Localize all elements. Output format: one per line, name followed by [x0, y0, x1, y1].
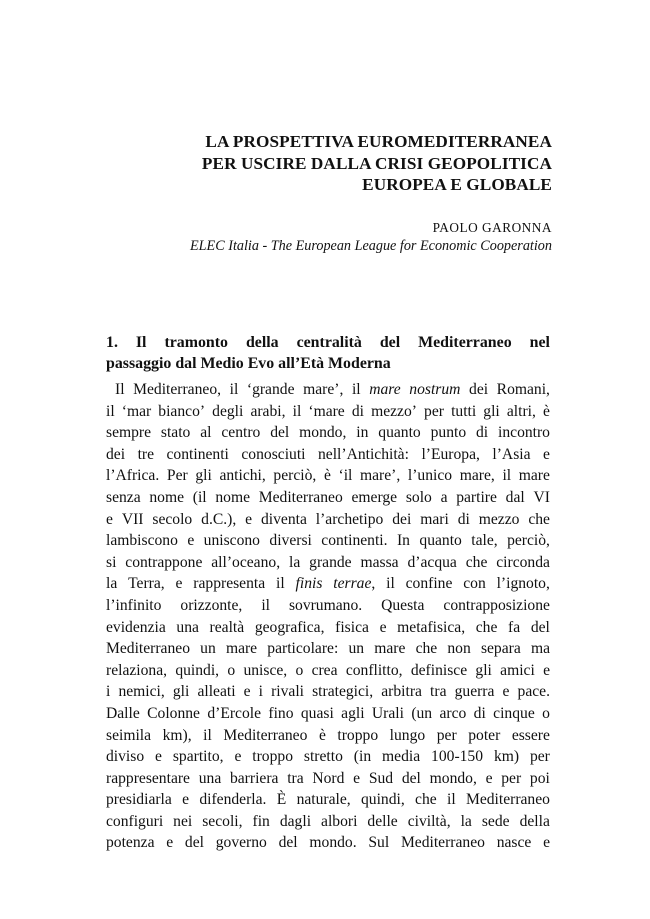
word: relaziona,	[106, 661, 168, 679]
word: conflitto,	[345, 661, 403, 679]
word: mare	[374, 640, 406, 658]
word: geografica,	[254, 618, 325, 636]
word: il	[351, 381, 361, 398]
title-line-2: PER USCIRE DALLA CRISI GEOPOLITICA	[201, 153, 552, 173]
paragraph-line	[106, 768, 550, 790]
word: governo	[215, 834, 267, 852]
word: circonda	[496, 553, 550, 571]
word: poi	[529, 769, 550, 787]
word: il	[386, 575, 395, 593]
word: perciò,	[273, 467, 317, 485]
word: nome	[215, 488, 251, 506]
word: particolare:	[267, 640, 339, 658]
word: troppo	[252, 748, 293, 766]
word: essere	[511, 726, 550, 744]
word: del	[270, 424, 290, 442]
heading-word: tramonto	[164, 334, 228, 351]
paragraph-line	[106, 595, 550, 617]
word: rappresentare	[106, 769, 190, 787]
paragraph-line	[106, 444, 550, 466]
word: si	[106, 553, 117, 571]
word: e	[245, 510, 253, 528]
word: del	[278, 834, 298, 852]
word: della	[519, 812, 550, 830]
word: il	[106, 402, 115, 420]
word: VII	[121, 510, 144, 528]
word: l’ignoto,	[496, 575, 550, 593]
word: ‘il	[338, 467, 353, 485]
word: e	[166, 834, 174, 852]
word: del	[184, 834, 204, 852]
paragraph-line	[106, 811, 550, 833]
paragraph-line	[106, 638, 550, 660]
word: in	[356, 424, 369, 442]
word: barriera	[229, 769, 279, 787]
word: grande	[309, 553, 352, 571]
word: tra	[430, 683, 447, 701]
word: strategici,	[312, 683, 374, 701]
word: emerge	[351, 488, 398, 506]
word: tre	[137, 445, 155, 463]
word: e	[543, 445, 550, 463]
word: quanto	[378, 424, 421, 442]
heading-word: Il	[135, 334, 147, 351]
word: sede	[481, 812, 510, 830]
word: dei	[106, 445, 126, 463]
word: Urali	[371, 704, 404, 722]
word: è	[323, 467, 331, 485]
word: secolo	[152, 510, 193, 528]
word: poter	[468, 726, 501, 744]
word: il	[203, 726, 212, 744]
word: secoli,	[202, 812, 243, 830]
word: gli	[195, 467, 212, 485]
word: ‘mare	[308, 402, 345, 420]
word: un	[200, 640, 216, 658]
title-line-3: EUROPEA E GLOBALE	[362, 175, 552, 194]
word: per	[436, 726, 457, 744]
word: pace.	[517, 683, 550, 701]
author-affiliation: ELEC Italia - The European League for Economic Cooperation	[189, 238, 552, 254]
word: finis	[295, 575, 323, 593]
section-heading-line-1	[106, 332, 550, 353]
word: e	[175, 575, 183, 593]
word: Mediterraneo	[465, 791, 550, 809]
word: amici	[500, 661, 535, 679]
word: diviso	[106, 748, 145, 766]
word: quasi	[300, 704, 334, 722]
word: arco	[439, 704, 467, 722]
word: dei	[469, 381, 489, 398]
word: mare	[518, 467, 550, 485]
word: unisce,	[243, 661, 288, 679]
paragraph-line	[106, 746, 550, 768]
word: nei	[173, 812, 193, 830]
word: quindi,	[175, 661, 220, 679]
word: mondo,	[299, 424, 347, 442]
word: tra	[287, 769, 304, 787]
word: Terra,	[128, 575, 165, 593]
paragraph-line	[106, 725, 550, 747]
word: mare’,	[303, 381, 344, 398]
word: contrappone	[125, 553, 203, 571]
section-heading-line-2: passaggio dal Medio Evo all’Età Moderna	[106, 355, 391, 372]
word: mare’,	[360, 467, 401, 485]
word: e	[155, 748, 162, 766]
word: la	[106, 575, 118, 593]
word: e	[182, 791, 190, 809]
word: sovrumano.	[288, 596, 363, 614]
word: mari	[420, 510, 449, 528]
word: stretto	[303, 748, 343, 766]
word: o	[227, 661, 236, 679]
word: Sul	[368, 834, 390, 852]
word: che	[475, 618, 498, 636]
word: Per	[166, 467, 188, 485]
word: media	[382, 748, 421, 766]
word: nasce	[496, 834, 532, 852]
word: l’infinito	[106, 596, 162, 614]
word: configuri	[106, 812, 164, 830]
paragraph-line	[106, 422, 550, 444]
word: VI	[533, 488, 550, 506]
word: il	[292, 402, 302, 420]
word: centro	[221, 424, 261, 442]
word: ma	[530, 640, 550, 658]
word: civiltà,	[407, 812, 451, 830]
word: e	[243, 683, 251, 701]
word: spartito,	[172, 748, 224, 766]
word: mare	[369, 381, 401, 398]
word: i	[258, 683, 263, 701]
word: arabi,	[250, 402, 286, 420]
author-name: PAOLO GARONNA	[432, 220, 552, 235]
word: Mediterraneo,	[133, 381, 222, 398]
word: di	[351, 402, 364, 420]
word: altri,	[506, 402, 536, 420]
word: che	[465, 553, 488, 571]
word: diversi	[269, 532, 312, 550]
word: mondo,	[429, 769, 477, 787]
word: incontro	[498, 424, 550, 442]
word: e	[543, 661, 550, 679]
word: e	[485, 769, 493, 787]
word: km),	[162, 726, 192, 744]
word: una	[198, 769, 222, 787]
word: guerra	[454, 683, 495, 701]
word: gli	[172, 683, 190, 701]
word: degli	[212, 402, 244, 420]
word: per	[501, 769, 522, 787]
word: In	[396, 532, 410, 550]
heading-word: nel	[529, 334, 550, 351]
word: tale,	[471, 532, 498, 550]
word: km)	[493, 748, 520, 766]
word: crea	[311, 661, 338, 679]
word: quanto	[419, 532, 462, 550]
word: continenti	[166, 445, 229, 463]
word: rappresenta	[193, 575, 266, 593]
heading-word: centralità	[296, 334, 362, 351]
word: del	[401, 769, 421, 787]
word: Dalle	[106, 704, 140, 722]
word: l’unico	[407, 467, 453, 485]
word: rivali	[271, 683, 304, 701]
word: un	[348, 640, 365, 658]
word: l’archetipo	[315, 510, 384, 528]
word: e	[502, 683, 510, 701]
word: terrae,	[333, 575, 376, 593]
word: arbitra	[381, 683, 422, 701]
paragraph-line	[106, 465, 550, 487]
word: uniscono	[203, 532, 260, 550]
word: la	[460, 812, 472, 830]
word: Sud	[368, 769, 394, 787]
word: e	[353, 769, 361, 787]
word: all’oceano,	[211, 553, 281, 571]
word: che	[415, 640, 438, 658]
word: Nord	[312, 769, 345, 787]
paragraph-line	[106, 681, 550, 703]
word: tutti	[451, 402, 477, 420]
word: l’Africa.	[106, 467, 160, 485]
word: stato	[160, 424, 191, 442]
word: o	[542, 704, 550, 722]
word: Colonne	[147, 704, 200, 722]
word: e	[106, 510, 113, 528]
word: di	[476, 424, 489, 442]
word: lambiscono	[106, 532, 178, 550]
paragraph-line	[106, 617, 550, 639]
body-paragraph	[106, 379, 550, 854]
heading-word: del	[379, 334, 401, 351]
word: il	[261, 596, 270, 614]
word: presidiarla	[106, 791, 172, 809]
word: albori	[321, 812, 358, 830]
word: dei	[392, 510, 412, 528]
paragraph-line	[106, 573, 550, 595]
paragraph-line	[106, 509, 550, 531]
paragraph-line	[106, 832, 550, 854]
word: orizzonte,	[180, 596, 243, 614]
word: di	[473, 704, 486, 722]
word: l’Europa,	[421, 445, 480, 463]
paragraph-line	[106, 789, 550, 811]
word: gli	[483, 402, 500, 420]
word: 100-150	[431, 748, 484, 766]
word: definisce	[410, 661, 468, 679]
word: confine	[405, 575, 453, 593]
word: metafisica,	[397, 618, 466, 636]
word: solo	[405, 488, 432, 506]
paragraph-line	[106, 660, 550, 682]
word: lungo	[389, 726, 426, 744]
word: Mediterraneo	[223, 726, 308, 744]
word: d’Ercole	[207, 704, 262, 722]
paragraph-line	[106, 401, 550, 423]
word: potenza	[106, 834, 155, 852]
word: a	[440, 488, 448, 506]
heading-word: 1.	[106, 334, 118, 351]
word: antichi,	[219, 467, 266, 485]
word: dal	[505, 488, 525, 506]
word: e	[234, 748, 242, 766]
heading-word: Mediterraneo	[418, 334, 512, 351]
paper-title	[202, 131, 552, 196]
word: evidenzia	[106, 618, 166, 636]
word: mare,	[459, 467, 495, 485]
word: Il	[115, 381, 125, 398]
word: nome	[149, 488, 185, 506]
paragraph-line	[106, 487, 550, 509]
title-line-1: LA PROSPETTIVA EUROMEDITERRANEA	[205, 132, 552, 151]
word: realtà	[209, 618, 245, 636]
word: fin	[252, 812, 270, 830]
word: d’acqua	[407, 553, 457, 571]
word: difenderla.	[199, 791, 267, 809]
word: dagli	[279, 812, 312, 830]
word: ‘grande	[246, 381, 295, 398]
word: naturale,	[296, 791, 351, 809]
word: è	[542, 402, 550, 420]
word: del	[530, 618, 550, 636]
word: fisica	[335, 618, 369, 636]
word: per	[529, 748, 550, 766]
word: cinque	[493, 704, 535, 722]
word: gli	[475, 661, 492, 679]
paragraph-line	[106, 703, 550, 725]
word: che	[528, 510, 550, 528]
word: sempre	[106, 424, 152, 442]
word: fa	[508, 618, 521, 636]
word: non	[447, 640, 471, 658]
heading-word: della	[245, 334, 279, 351]
word: partire	[456, 488, 497, 506]
word: una	[176, 618, 199, 636]
word: al	[200, 424, 212, 442]
word: è	[318, 726, 326, 744]
word: separa	[480, 640, 521, 658]
word: (il	[192, 488, 207, 506]
word: per	[424, 402, 444, 420]
word: perciò,	[507, 532, 550, 550]
word: delle	[367, 812, 398, 830]
word: Mediterraneo	[258, 488, 343, 506]
word: Romani,	[496, 381, 550, 398]
paragraph-line	[106, 379, 550, 401]
section-heading	[106, 332, 550, 374]
word: senza	[106, 488, 141, 506]
word: l’Asia	[492, 445, 531, 463]
word: mezzo	[478, 510, 520, 528]
word: ‘mar	[121, 402, 152, 420]
word: Questa	[381, 596, 425, 614]
word: e	[379, 618, 387, 636]
word: massa	[360, 553, 399, 571]
word: conosciuti	[241, 445, 306, 463]
word: (un	[411, 704, 433, 722]
word: d.C.),	[201, 510, 237, 528]
word: nemici,	[118, 683, 165, 701]
word: fino	[268, 704, 294, 722]
word: agli	[341, 704, 365, 722]
word: bianco’	[158, 402, 206, 420]
word: mondo.	[309, 834, 357, 852]
word: seimila	[106, 726, 152, 744]
word: mare	[225, 640, 258, 658]
word: punto	[430, 424, 467, 442]
word: i	[106, 683, 111, 701]
word: nostrum	[409, 381, 461, 398]
word: il	[446, 791, 456, 809]
word: con	[463, 575, 486, 593]
paragraph-line	[106, 530, 550, 552]
word: È	[276, 791, 287, 809]
word: diventa	[260, 510, 307, 528]
word: troppo	[337, 726, 379, 744]
word: o	[295, 661, 304, 679]
word: (in	[353, 748, 372, 766]
word: e	[543, 834, 550, 852]
word: continenti.	[321, 532, 388, 550]
word: contrapposizione	[443, 596, 550, 614]
word: il	[276, 575, 285, 593]
word: che	[415, 791, 437, 809]
paragraph-line	[106, 552, 550, 574]
word: la	[289, 553, 301, 571]
word: Mediterraneo	[106, 640, 190, 658]
word: il	[229, 381, 239, 398]
word: il	[502, 467, 512, 485]
word: mezzo’	[371, 402, 417, 420]
word: nell’Antichità:	[318, 445, 409, 463]
word: alleati	[197, 683, 236, 701]
word: quindi,	[360, 791, 405, 809]
word: Mediterraneo	[400, 834, 485, 852]
word: di	[457, 510, 470, 528]
word: e	[187, 532, 195, 550]
